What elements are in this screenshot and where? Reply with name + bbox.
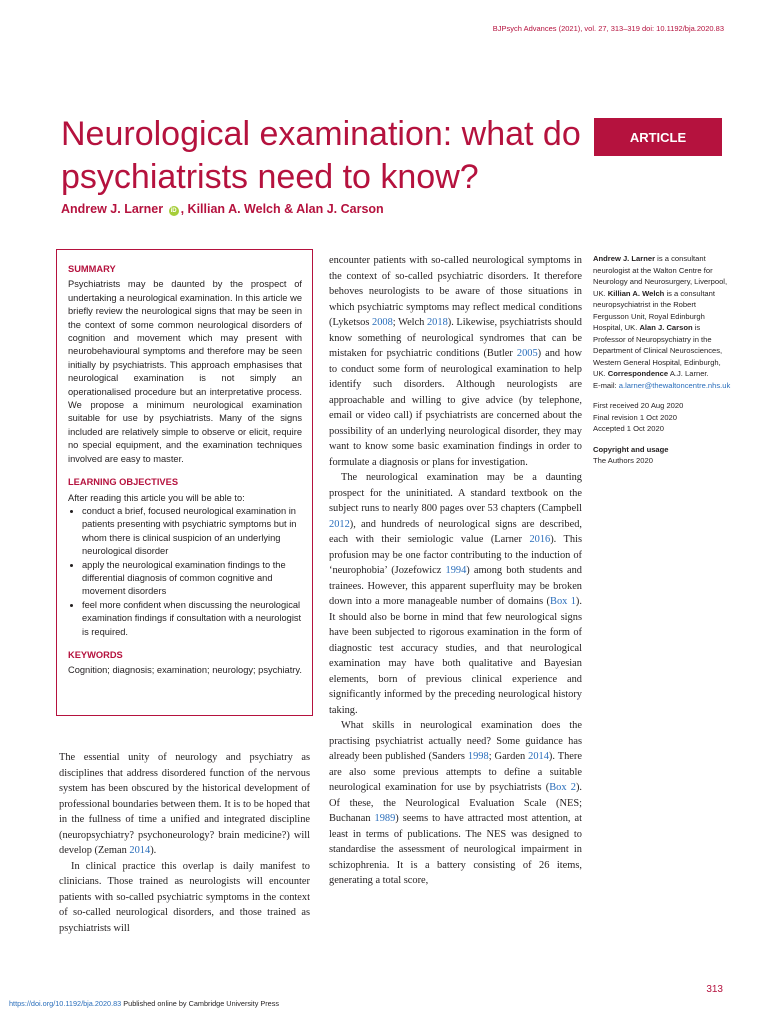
orcid-icon[interactable]: iD <box>170 208 177 214</box>
keywords-heading: KEYWORDS <box>68 649 123 660</box>
citation-link[interactable]: 1998 <box>467 751 489 762</box>
body-paragraph: encounter patients with so-called neurological symptoms in the context of so-called psychiatric disorders. It therefore behoves neurologists to be aware of those situations in which psychiatric symptoms may reflect medical conditions (Lyketsos 2008; Welch 2018). Likewise, psychiatrists should know something of neurological syndromes that can be mistaken for psychiatric conditions (Butler 2005) and how to conduct some form of neurological examination to help identify such disorders. Although neurologists are approachable and willing to give advice (by telephone, email or video call) if psychiatrists are concerned about the possibility of an underlying neurological disorder, they may want to know some basic examination findings in order to formulate a diagnosis or plans for investigation. <box>329 255 582 468</box>
author-first[interactable]: Andrew J. Larner <box>61 202 164 216</box>
body-column-left <box>59 750 310 936</box>
objectives-intro: After reading this article you will be able to: <box>68 492 245 503</box>
summary-heading: SUMMARY <box>68 264 116 274</box>
accepted-date: Accepted 1 Oct 2020 <box>593 424 664 433</box>
footer <box>9 999 279 1008</box>
received-date: First received 20 Aug 2020 <box>593 401 684 410</box>
author-list <box>61 202 384 216</box>
citation-link[interactable]: 1994 <box>445 565 467 576</box>
body-paragraph: The neurological examination may be a daunting prospect for the uninitiated. A standard textbook on the subject runs to nearly 800 pages over 53 chapters (Campbell 2012), and hundreds of neurological signs are described, each with their semiologic value (Larner 2016). This profusion may be one factor contributing to the induction of ‘neurophobia’ (Jozefowicz 1994) among both students and trainees. However, this apparent superfluity may be broken down into a more manageable number of domains (Box 1). It should also be borne in mind that few neurological signs have been subjected to rigorous examination in the form of diagnostic test accuracy studies, and that neurological examination may have both qualitative and Bayesian elements, born of previous clinical experience and significantly informed by the preceding neurological history taking. <box>329 472 583 716</box>
objectives-list <box>68 505 302 639</box>
author-info-sidebar <box>593 253 733 467</box>
summary-box <box>56 249 313 716</box>
keywords-text: Cognition; diagnosis; examination; neurology; psychiatry. <box>68 665 302 676</box>
body-paragraph: The essential unity of neurology and psychiatry as disciplines that address disordered function of the nervous system has been obscured by the historical development of professional boundaries between them. It is to be hoped that in the fullness of time a unified and integrated discipline (neuropsychiatry? psychoneurology? brain medicine?) will develop (Zeman 2014). <box>59 752 310 856</box>
doi-link[interactable]: https://doi.org/10.1192/bja.2020.83 <box>9 999 122 1008</box>
copyright-text: The Authors 2020 <box>593 456 653 465</box>
objective-item: • apply the neurological examination findings to the differential diagnosis of common cognitive and movement disorders <box>82 559 302 599</box>
revision-date: Final revision 1 Oct 2020 <box>593 412 677 422</box>
body-column-middle <box>329 253 582 889</box>
objective-item: • feel more confident when discussing the neurological examination findings if consultation with a neurologist is required. <box>82 599 302 639</box>
publisher-note: Published online by Cambridge University Press <box>121 999 280 1008</box>
body-paragraph: What skills in neurological examination does the practising psychiatrist actually need? Some guidance has already been published (Sanders 1998; Garden 2014). There are also some previous attempts to define a suitable neurological examination for use by psychiatrists (Box 2). Of these, the Neurological Evaluation Scale (NES; Buchanan 1989) seems to have attracted most attention, at least in terms of publications. The NES was designed to standardise the assessment of neurological impairment in schizophrenia. It is a battery consisting of 26 items, generating a total score, <box>329 720 582 886</box>
copyright-heading: Copyright and usage <box>593 444 669 454</box>
citation-link[interactable]: 2008 <box>372 317 393 328</box>
author-affiliations: Andrew J. Larner is a consultant neurologist at the Walton Centre for Neurology and Neurosurgery, Liverpool, UK. Killian A. Welch is a consultant neuropsychiatrist in the Robert Fergusson Unit, Royal Edinburgh Hospital, UK. Alan J. Carson is Professor of Neuropsychiatry in the Department of Clinical Neurosciences, Western General Hospital, Edinburgh, UK. Correspondence A.J. Larner. E-mail: a.larner@thewaltoncentre.nhs.uk <box>593 254 731 390</box>
summary-text: Psychiatrists may be daunted by the prospect of undertaking a neurological examination. In this article we briefly review the neurological signs that may be seen in the context of some common neurological disorders of cognition and movement which may present with neurobehavioural symptoms and therefore may be seen initially by psychiatrists. This approach emphasises that neurological examination is not simply an operationalised procedure but an interpretative process. We propose a minimum neurological examination suitable for use by psychiatrists. Many of the signs included are relatively simple to observe or elicit, require no special equipment, and the examination techniques involved are easy to master. <box>68 279 302 464</box>
objective-item: • conduct a brief, focused neurological examination in patients presenting with psychiatric symptoms but in whom there is clinical suspicion of an underlying neurological disorder <box>82 505 302 559</box>
body-paragraph: In clinical practice this overlap is daily manifest to clinicians. Those trained as neurologists will encounter patients with so-called psychiatric symptoms in the context of so-called neurological disorders, and those trained as psychiatrists will <box>59 860 310 934</box>
citation-link[interactable]: 2016 <box>529 534 551 545</box>
article-title: Neurological examination: what do psychiatrists need to know? <box>61 115 581 196</box>
citation-link[interactable]: 2014 <box>129 845 151 856</box>
email-link[interactable]: a.larner@thewaltoncentre.nhs.uk <box>618 380 731 390</box>
citation-link[interactable]: 2005 <box>516 348 538 359</box>
box-link[interactable]: Box 2 <box>549 782 576 793</box>
citation-link[interactable]: 2014 <box>528 751 549 762</box>
citation-link[interactable]: 1989 <box>374 813 396 824</box>
page-number: 313 <box>706 984 723 995</box>
citation-link[interactable]: 2018 <box>426 317 448 328</box>
article-type-badge: ARTICLE <box>594 118 722 156</box>
objectives-heading: LEARNING OBJECTIVES <box>68 477 179 488</box>
citation-link[interactable]: 2012 <box>329 518 350 530</box>
box-link[interactable]: Box 1 <box>550 596 576 607</box>
author-rest[interactable]: , Killian A. Welch & Alan J. Carson <box>180 202 384 216</box>
running-head: BJPsych Advances (2021), vol. 27, 313–319 doi: 10.1192/bja.2020.83 <box>492 24 724 33</box>
